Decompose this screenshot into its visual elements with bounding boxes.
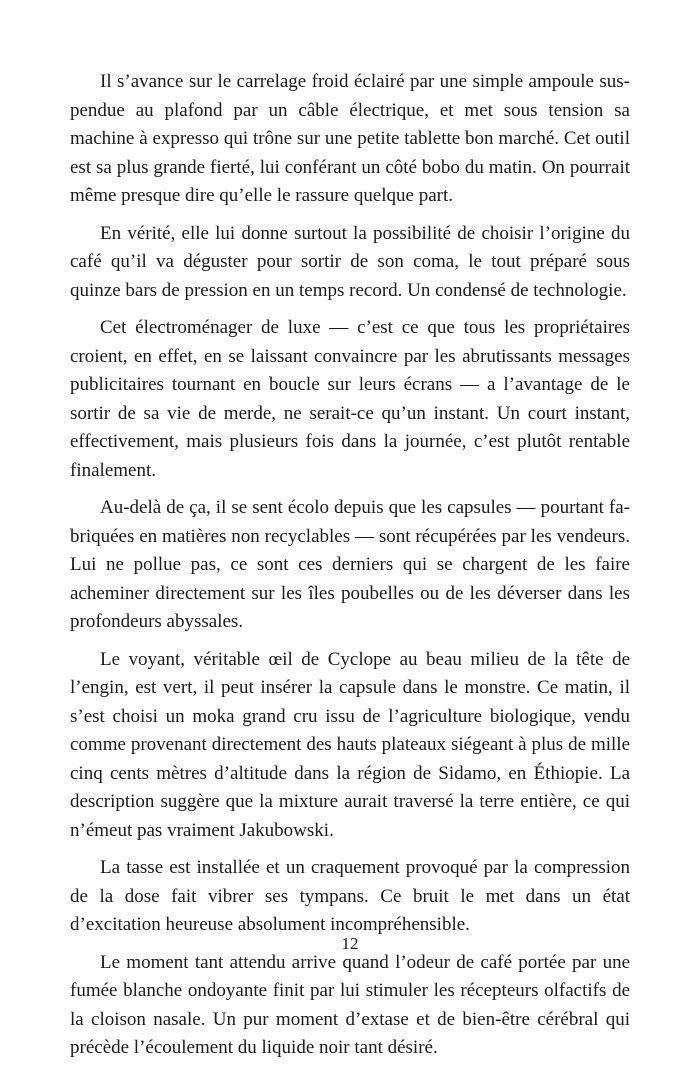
paragraph-1: Il s’avance sur le carrelage froid éclairé par une simple ampoule suspendue au plafond par un câble électrique, et met sous tension sa machine à expresso qui trône sur une petite tablette bon marché. Cet outil est sa plus grande fierté, lui conférant un côté bobo du matin. On pourrait même presque dire qu’elle le rassure quelque part. [70,71,630,206]
page-body [70,68,630,1072]
paragraph-5: Le voyant, véritable œil de Cyclope au beau milieu de la tête de l’engin, est vert, il peut insérer la capsule dans le monstre. Ce matin, il s’est choisi un moka grand cru issu de l’agriculture biologique, vendu comme provenant directement des hauts plateaux siégeant à plus de mille cinq cents mètres d’altitude dans la région de Sidamo, en Éthiopie. La description suggère que la mixture aurait traversé la terre entière, ce qui n’émeut pas vraiment Jakubowski. [70,648,630,841]
paragraph-7: Le moment tant attendu arrive quand l’odeur de café portée par une fumée blanche ondoyante finit par lui stimuler les récepteurs olfactifs de la cloison nasale. Un pur moment d’extase et de bien-être cérébral qui précède l’écoulement du liquide noir tant désiré. [70,951,630,1058]
paragraph-2: En vérité, elle lui donne surtout la possibilité de choisir l’origine du café qu’il va déguster pour sortir de son coma, le tout préparé sous quinze bars de pression en un temps record. Un condensé de technologie. [70,222,630,301]
paragraph-3: Cet électroménager de luxe — c’est ce que tous les propriétaires croient, en effet, en se laissant convaincre par les abrutissants messages publicitaires tournant en boucle sur leurs écrans — a l’avantage de le sortir de sa vie de merde, ne serait-ce qu’un instant. Un court instant, effectivement, mais plusieurs fois dans la journée, c’est plutôt rentable finalement. [70,317,630,481]
paragraph-4: Au-delà de ça, il se sent écolo depuis que les capsules — pourtant fabriquées en matières non recyclables — sont récupérées par les vendeurs. Lui ne pollue pas, ce sont ces derniers qui se chargent de les faire acheminer directement sur les îles poubelles ou de les déverser dans les profondeurs abyssales. [70,497,630,632]
page-number: 12 [341,934,359,953]
paragraph-6: La tasse est installée et un craquement provoqué par la compression de la dose fait vibrer ses tympans. Ce bruit le met dans un état d’excitation heureuse absolument incompréhensible. [70,857,630,935]
